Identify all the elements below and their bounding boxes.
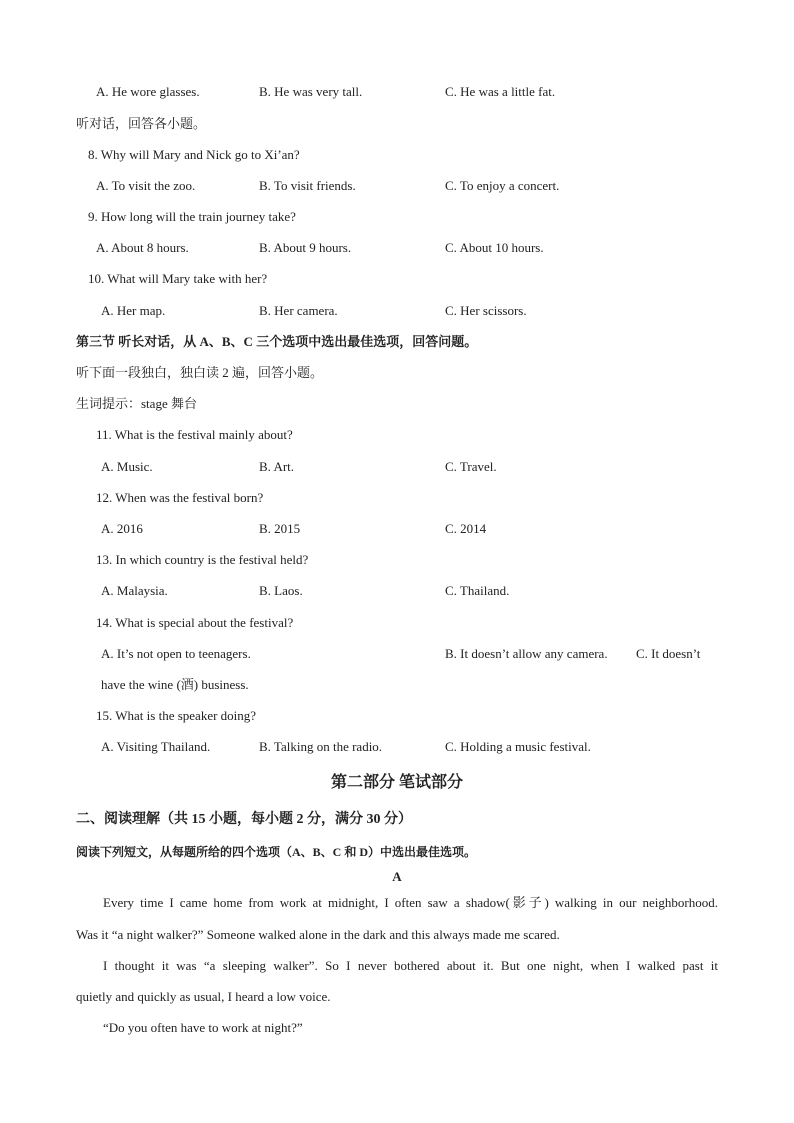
dialogue-prompt: 听对话，回答各小题。 bbox=[76, 116, 207, 131]
q9-option-b: B. About 9 hours. bbox=[259, 240, 352, 255]
passage-line-5: “Do you often have to work at night?” bbox=[103, 1020, 303, 1035]
q14-option-b: B. It doesn’t allow any camera. bbox=[445, 646, 608, 661]
passage-line-3: I thought it was “a sleeping walker”. So I never bothered about it. But one night, when I walked past it bbox=[103, 958, 718, 973]
question-10: 10. What will Mary take with her? bbox=[88, 271, 268, 286]
q14-option-a: A. It’s not open to teenagers. bbox=[101, 646, 251, 661]
q8-option-b: B. To visit friends. bbox=[259, 178, 356, 193]
q11-option-a: A. Music. bbox=[101, 459, 153, 474]
question-9: 9. How long will the train journey take? bbox=[88, 209, 296, 224]
q14-option-c-continued: have the wine (酒) business. bbox=[101, 677, 249, 692]
q15-option-a: A. Visiting Thailand. bbox=[101, 739, 211, 754]
q11-option-b: B. Art. bbox=[259, 459, 295, 474]
q7-option-b: B. He was very tall. bbox=[259, 84, 363, 99]
q12-option-c: C. 2014 bbox=[445, 521, 487, 536]
q15-option-b: B. Talking on the radio. bbox=[259, 739, 383, 754]
q13-option-b: B. Laos. bbox=[259, 583, 303, 598]
q12-option-b: B. 2015 bbox=[259, 521, 301, 536]
reading-instruction: 阅读下列短文，从每题所给的四个选项（A、B、C 和 D）中选出最佳选项。 bbox=[76, 845, 477, 859]
q12-option-a: A. 2016 bbox=[101, 521, 143, 536]
reading-section-title: 二、阅读理解（共 15 小题，每小题 2 分，满分 30 分） bbox=[76, 812, 412, 827]
q7-option-c: C. He was a little fat. bbox=[445, 84, 556, 99]
vocab-hint: 生词提示：stage 舞台 bbox=[76, 396, 197, 411]
q9-option-c: C. About 10 hours. bbox=[445, 240, 544, 255]
q14-option-c: C. It doesn’t bbox=[636, 646, 701, 661]
passage-letter: A bbox=[392, 869, 402, 884]
q8-option-c: C. To enjoy a concert. bbox=[445, 178, 560, 193]
monologue-prompt: 听下面一段独白，独白读 2 遍，回答小题。 bbox=[76, 365, 324, 380]
q11-option-c: C. Travel. bbox=[445, 459, 497, 474]
question-8: 8. Why will Mary and Nick go to Xi’an? bbox=[88, 147, 300, 162]
section-3-title: 第三节 听长对话，从 A、B、C 三个选项中选出最佳选项，回答问题。 bbox=[76, 334, 478, 349]
q7-option-a: A. He wore glasses. bbox=[96, 84, 200, 99]
passage-line-2: Was it “a night walker?” Someone walked alone in the dark and this always made me scared. bbox=[76, 927, 560, 942]
question-13: 13. In which country is the festival held? bbox=[96, 552, 309, 567]
q15-option-c: C. Holding a music festival. bbox=[445, 739, 591, 754]
q9-option-a: A. About 8 hours. bbox=[96, 240, 189, 255]
q8-option-a: A. To visit the zoo. bbox=[96, 178, 196, 193]
part-2-title: 第二部分 笔试部分 bbox=[330, 774, 463, 791]
question-14: 14. What is special about the festival? bbox=[96, 615, 294, 630]
question-11: 11. What is the festival mainly about? bbox=[96, 427, 293, 442]
q13-option-c: C. Thailand. bbox=[445, 583, 510, 598]
passage-line-1: Every time I came home from work at midnight, I often saw a shadow(影子) walking in our neighborhood. bbox=[103, 895, 718, 910]
question-15: 15. What is the speaker doing? bbox=[96, 708, 257, 723]
q13-option-a: A. Malaysia. bbox=[101, 583, 168, 598]
q10-option-a: A. Her map. bbox=[101, 303, 166, 318]
passage-line-4: quietly and quickly as usual, I heard a low voice. bbox=[76, 989, 331, 1004]
q10-option-b: B. Her camera. bbox=[259, 303, 338, 318]
question-12: 12. When was the festival born? bbox=[96, 490, 264, 505]
q10-option-c: C. Her scissors. bbox=[445, 303, 527, 318]
